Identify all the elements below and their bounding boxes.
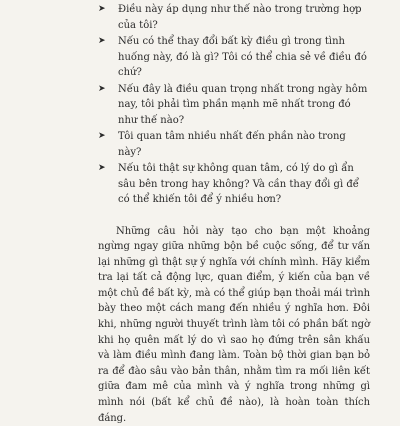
body-paragraph: Những câu hỏi này tạo cho bạn một khoảng ngừng ngay giữa những bộn bề cuộc sống, để tư vấn lại những gì thật sự ý nghĩa với chính mình. Hãy kiểm tra lại tất cả động lực, quan điểm, ý kiến của bạn về một chủ đề bất kỳ, mà có thể giúp bạn thoải mái trình bày theo một cách mang đến nhiều ý nghĩa hơn. Đôi khi, những người thuyết trình làm tôi có phần bất ngờ khi họ quên mất lý do vì sao họ đứng trên sân khấu và làm điều mình đang làm. Toàn bộ thời gian bạn bỏ ra để đào sâu vào bản thân, nhằm tìm ra mối liên kết giữa đam mê của mình và ý nghĩa trong những gì mình nói (bất kể chủ đề nào), là hoàn toàn thích đáng.	[98, 224, 370, 426]
arrowhead-bullet-icon: ➤	[98, 2, 110, 18]
arrowhead-bullet-icon: ➤	[98, 82, 110, 98]
list-item-text: Nếu tôi thật sự không quan tâm, có lý do gì ẩn sâu bên trong hay không? Và cần thay đổi gì để có thể khiến tôi để ý nhiều hơn?	[118, 163, 359, 205]
question-list	[98, 2, 370, 208]
list-item-text: Nếu đây là điều quan trọng nhất trong ngày hôm nay, tôi phải tìm phần mạnh mẽ nhất trong đó như thế nào?	[118, 84, 367, 126]
list-item-text: Nếu có thể thay đổi bất kỳ điều gì trong tình huống này, đó là gì? Tôi có thể chia sẻ về điều đó chứ?	[118, 36, 367, 78]
list-item	[98, 2, 370, 33]
arrowhead-bullet-icon: ➤	[98, 129, 110, 145]
list-item	[98, 129, 370, 160]
arrowhead-bullet-icon: ➤	[98, 34, 110, 50]
list-item	[98, 161, 370, 208]
list-item-text: Tôi quan tâm nhiều nhất đến phần nào trong này?	[118, 131, 346, 158]
list-item	[98, 34, 370, 81]
list-item-text: Điều này áp dụng như thế nào trong trường hợp của tôi?	[118, 4, 362, 31]
arrowhead-bullet-icon: ➤	[98, 161, 110, 177]
list-item	[98, 82, 370, 129]
